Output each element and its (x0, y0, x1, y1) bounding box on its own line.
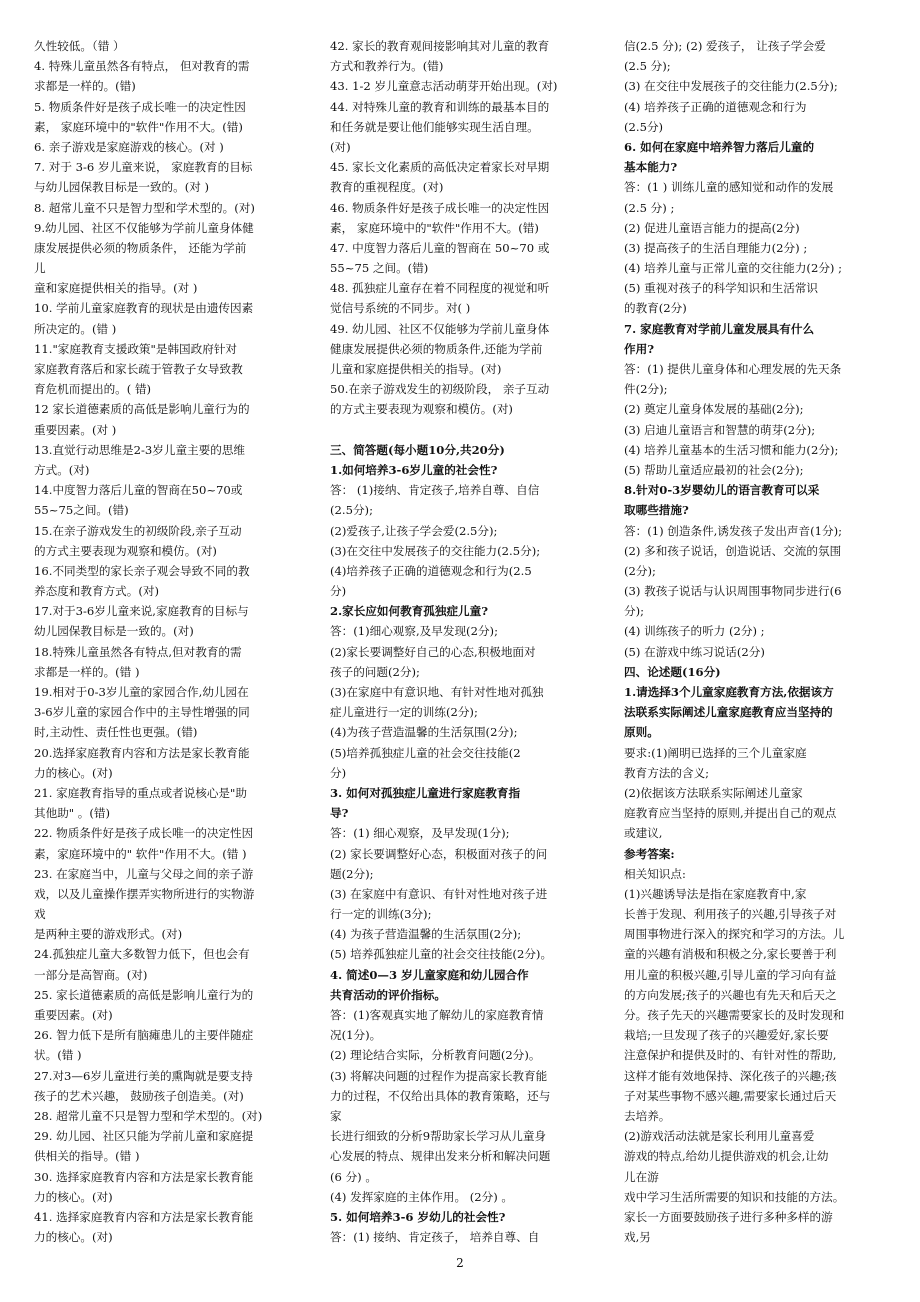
text-line: 件(2分); (624, 382, 668, 397)
text-line: 3-6岁儿童的家园合作中的主导性增强的同 (34, 705, 250, 720)
text-line: (4)为孩子营造温馨的生活氛围(2分); (330, 725, 518, 740)
text-line: 13.直觉行动思维是2-3岁儿童主要的思维 (34, 442, 246, 457)
heading-line: 1.请选择3个儿童家庭教育方法,依据该方 (624, 685, 834, 699)
heading-line: 2.家长应如何教育孤独症儿童? (330, 604, 489, 619)
text-line: 戏 (34, 907, 46, 922)
text-line: 力的核心。(对) (34, 765, 113, 780)
text-line: (4) 培养儿童基本的生活习惯和能力(2分); (624, 442, 839, 457)
text-line: (5) 培养孤独症儿童的社会交往技能(2分)。 (330, 947, 553, 962)
text-line: 29. 幼儿园、社区只能为学前儿童和家庭提 (34, 1129, 254, 1144)
text-line: 游戏的特点,给幼儿提供游戏的机会,让幼 (624, 1149, 829, 1164)
text-line: 家庭教育落后和家长疏于管教子女导致教 (34, 362, 243, 376)
text-line: 重要因素。(对 ) (34, 422, 117, 437)
text-line: (4) 发挥家庭的主体作用。 (2分) 。 (330, 1189, 514, 1204)
text-line: (4)培养孩子正确的道德观念和行为(2.5 (330, 563, 532, 578)
text-line: 26. 智力低下是所有脑瘫患儿的主要伴随症 (34, 1028, 254, 1043)
text-line: 12 家长道德素质的高低是影响儿童行为的 (34, 402, 250, 417)
text-line: 要求:(1)阐明已选择的三个儿童家庭 (624, 745, 807, 760)
text-line: (3) 提高孩子的生活自理能力(2分) ; (624, 240, 808, 255)
text-line: 15.在亲子游戏发生的初级阶段,亲子互动 (34, 523, 242, 538)
text-column-middle (330, 36, 598, 1247)
text-line: 题(2分); (330, 866, 374, 881)
text-line: 栽培;一旦发现了孩子的兴趣爱好,家长要 (624, 1028, 829, 1043)
text-column-left (34, 36, 302, 1247)
text-line: 状。(错 ) (34, 1048, 82, 1063)
text-line: 27.对3—6岁儿童进行美的熏陶就是要支持 (34, 1068, 253, 1083)
text-line: 14.中度智力落后儿童的智商在50~70或 (34, 483, 243, 498)
text-line: 答：(1)客观真实地了解幼儿的家庭教育情 (330, 1008, 544, 1022)
text-line: 童的兴趣有消极和积极之分,家长要善于利 (624, 947, 837, 962)
text-line: 戏,另 (624, 1230, 651, 1245)
text-line: 力的过程，不仅给出具体的教育策略，还与 (330, 1088, 551, 1103)
text-line: 养态度和教育方式。(对) (34, 584, 159, 599)
text-line: 儿在游 (624, 1169, 659, 1184)
text-line: 一部分是高智商。(对) (34, 967, 148, 982)
heading-line: 原则。 (624, 725, 659, 740)
text-line: 儿童和家庭提供相关的指导。(对) (330, 362, 502, 376)
text-line: 力的核心。(对) (34, 1230, 113, 1245)
text-line: 6. 亲子游戏是家庭游戏的核心。(对 ) (34, 139, 224, 154)
heading-line: 取哪些措施? (624, 503, 689, 518)
text-line: 10. 学前儿童家庭教育的现状是由遗传因素 (34, 301, 254, 316)
text-line: 17.对于3-6岁儿童来说,家庭教育的目标与 (34, 604, 249, 619)
text-line: (3)在家庭中有意识地、有针对性地对孤独 (330, 685, 544, 699)
text-line: 9.幼儿园、社区不仅能够为学前儿童身体健 (34, 220, 254, 235)
text-line: 18.特殊儿童虽然各有特点,但对教育的需 (34, 644, 242, 659)
text-line: 49. 幼儿园、社区不仅能够为学前儿童身体 (330, 321, 550, 336)
text-line: (2.5分); (330, 503, 373, 518)
text-line: 周围事物进行深入的探究和学习的方法。儿 (624, 927, 845, 942)
heading-line: 共育活动的评价指标。 (330, 987, 446, 1002)
heading-line: 参考答案: (624, 846, 675, 861)
text-line: 康发展提供必须的物质条件， 还能为学前 (34, 240, 247, 255)
text-line: (4) 培养儿童与正常儿童的交往能力(2分) ; (624, 261, 843, 276)
text-line: 分) (330, 584, 347, 599)
text-line: 孩子的艺术兴趣， 鼓励孩子创造美。(对) (34, 1088, 244, 1103)
text-line: (3) 教孩子说话与认识周围事物同步进行(6 (624, 584, 842, 599)
text-line: 相关知识点: (624, 866, 686, 881)
heading-line: 三、简答题(每小题10分,共20分) (330, 442, 505, 457)
text-line: (2) 奠定儿童身体发展的基础(2分); (624, 402, 804, 417)
text-line: 孩子的问题(2分); (330, 664, 420, 679)
text-line: 28. 超常儿童不只是智力型和学术型的。(对) (34, 1108, 263, 1123)
text-line: 教育的重视程度。(对) (330, 180, 444, 195)
text-line: 注意保护和提供及时的、有针对性的帮助, (624, 1048, 837, 1063)
text-line: 信(2.5 分); (2) 爱孩子， 让孩子学会爱 (624, 39, 826, 53)
text-line: 19.相对于0-3岁儿童的家园合作,幼儿园在 (34, 685, 249, 699)
text-line: (2) 多和孩子说话，创造说话、交流的氛围 (624, 543, 842, 558)
text-line: (2)游戏活动法就是家长利用儿童喜爱 (624, 1129, 815, 1144)
text-line: 觉信号系统的不同步。对( ) (330, 301, 471, 316)
text-line: (4) 为孩子营造温馨的生活氛围(2分); (330, 927, 522, 942)
text-line: 55~75之间。(错) (34, 503, 129, 518)
text-line: (5) 帮助儿童适应最初的社会(2分); (624, 462, 804, 477)
text-line: 力的核心。(对) (34, 1189, 113, 1204)
text-line: (2.5 分); (624, 59, 671, 74)
text-line: (3) 在家庭中有意识、有针对性地对孩子进 (330, 886, 548, 901)
page-number: 2 (456, 1256, 464, 1270)
text-line: 的教育(2分) (624, 301, 687, 316)
text-line: 子对某些事物不感兴趣,需要家长通过后天 (624, 1088, 837, 1103)
text-line: 22. 物质条件好是孩子成长唯一的决定性因 (34, 826, 254, 841)
text-line: 素， 家庭环境中的"软件"作用不大。(错) (34, 119, 243, 134)
text-line: (3) 将解决问题的过程作为提高家长教育能 (330, 1068, 548, 1083)
text-line: 教育方法的含义; (624, 765, 710, 780)
text-line: 答：(1 ) 训练儿童的感知觉和动作的发展 (624, 180, 834, 195)
text-line: (5) 重视对孩子的科学知识和生活常识 (624, 281, 819, 296)
text-line: 素，家庭环境中的" 软件"作用不大。(错 ) (34, 846, 247, 861)
text-line: 用儿童的积极兴趣,引导儿童的学习向有益 (624, 967, 837, 982)
text-line: 7. 对于 3-6 岁儿童来说， 家庭教育的目标 (34, 160, 253, 175)
heading-line: 基本能力? (624, 160, 678, 175)
text-line: 答： (1)接纳、肯定孩子,培养自尊、自信 (330, 483, 540, 498)
heading-line: 作用? (624, 341, 654, 356)
text-line: 42. 家长的教育观间接影响其对儿童的教育 (330, 39, 550, 53)
text-line: 答：(1) 提供儿童身体和心理发展的先天条 (624, 362, 842, 376)
heading-line: 4. 简述0—3 岁儿童家庭和幼儿园合作 (330, 967, 529, 982)
heading-line: 7. 家庭教育对学前儿童发展具有什么 (624, 321, 815, 336)
text-line: 与幼儿园保教目标是一致的。(对 ) (34, 180, 210, 195)
text-line: (5)培养孤独症儿童的社会交往技能(2 (330, 745, 521, 760)
text-line: 25. 家长道德素质的高低是影响儿童行为的 (34, 987, 254, 1002)
text-line: (2)家长要调整好自己的心态,积极地面对 (330, 644, 536, 659)
text-line: 55~75 之间。(错) (330, 261, 429, 276)
text-line: 家 (330, 1108, 342, 1123)
text-line: (3) 在交往中发展孩子的交往能力(2.5分); (624, 79, 838, 94)
text-line: 童和家庭提供相关的指导。(对 ) (34, 281, 198, 296)
text-line: 这样才能有效地保持、深化孩子的兴趣;孩 (624, 1068, 837, 1083)
text-line: 久性较低。（错 ） (34, 39, 125, 53)
text-line: 长善于发现、利用孩子的兴趣,引导孩子对 (624, 907, 837, 922)
heading-line: 导? (330, 806, 349, 821)
text-line: (5) 在游戏中练习说话(2分) (624, 644, 765, 659)
heading-line: 8.针对0-3岁婴幼儿的语言教育可以采 (624, 483, 820, 498)
text-line: 分) (330, 765, 347, 780)
text-line: 症儿童进行一定的训练(2分); (330, 705, 478, 720)
text-line: 43. 1-2 岁儿童意志活动萌芽开始出现。(对) (330, 79, 558, 94)
text-line: (4) 培养孩子正确的道德观念和行为 (624, 99, 807, 114)
text-line: 戏中学习生活所需要的知识和技能的方法。 (624, 1189, 845, 1204)
text-line: 5. 物质条件好是孩子成长唯一的决定性因 (34, 99, 246, 114)
text-line: (2) 家长要调整好心态，积极面对孩子的问 (330, 846, 548, 861)
heading-line: 3. 如何对孤独症儿童进行家庭教育指 (330, 785, 521, 800)
text-line: (2) 促进儿童语言能力的提高(2分) (624, 220, 800, 235)
text-line: 23. 在家庭当中，儿童与父母之间的亲子游 (34, 866, 254, 881)
text-line: 健康发展提供必须的物质条件,还能为学前 (330, 341, 543, 356)
text-line: 长进行细致的分析9帮助家长学习从儿童身 (330, 1129, 547, 1144)
text-line: 心发展的特点、规律出发来分析和解决问题 (330, 1149, 551, 1164)
text-line: 求都是一样的。(错 ) (34, 664, 140, 679)
text-line: 47. 中度智力落后儿童的智商在 50~70 或 (330, 240, 550, 255)
text-line: 44. 对特殊儿童的教育和训练的最基本目的 (330, 99, 550, 114)
text-line: 41. 选择家庭教育内容和方法是家长教育能 (34, 1209, 254, 1224)
text-line: (对) (330, 139, 351, 154)
text-line: 方式和教养行为。(错) (330, 59, 444, 74)
text-line: 家长一方面要鼓励孩子进行多种多样的游 (624, 1209, 833, 1224)
text-line: 况(1分)。 (330, 1028, 382, 1043)
text-line: 分); (624, 604, 645, 619)
text-line: (2) 理论结合实际，分析教育问题(2分)。 (330, 1048, 541, 1063)
text-line: 的方向发展;孩子的兴趣也有先天和后天之 (624, 987, 837, 1002)
text-line: (2)依据该方法联系实际阐述儿童家 (624, 785, 803, 800)
text-line: 供相关的指导。(错 ) (34, 1149, 140, 1164)
text-line: 20.选择家庭教育内容和方法是家长教育能 (34, 745, 250, 760)
text-line: 儿 (34, 261, 46, 276)
text-line: 戏，以及儿童操作摆弄实物所进行的实物游 (34, 886, 255, 901)
text-line: 答：(1)细心观察,及早发现(2分); (330, 624, 498, 639)
text-line: 45. 家长文化素质的高低决定着家长对早期 (330, 160, 550, 175)
text-line: 的方式主要表现为观察和模仿。(对) (330, 402, 513, 417)
text-line: 行一定的训练(3分); (330, 907, 432, 922)
text-line: 其他助" 。(错) (34, 806, 111, 821)
text-line: (1)兴趣诱导法是指在家庭教育中,家 (624, 886, 807, 901)
text-line: 或建议, (624, 826, 663, 841)
text-line: 所决定的。(错 ) (34, 321, 117, 336)
text-line: 30. 选择家庭教育内容和方法是家长教育能 (34, 1169, 254, 1184)
text-line: 幼儿园保教目标是一致的。(对) (34, 624, 194, 639)
text-line: (2.5 分) ; (624, 200, 675, 215)
heading-line: 6. 如何在家庭中培养智力落后儿童的 (624, 139, 815, 154)
text-line: 重要因素。(对) (34, 1008, 113, 1022)
text-line: 答：(1) 创造条件,诱发孩子发出声音(1分); (624, 523, 843, 538)
heading-line: 5. 如何培养3-6 岁幼儿的社会性? (330, 1209, 506, 1224)
text-line: (2.5分) (624, 119, 664, 134)
text-line: 时,主动性、责任性也更强。(错) (34, 725, 198, 740)
text-line: 答：(1) 接纳、肯定孩子， 培养自尊、自 (330, 1230, 540, 1245)
text-line: (6 分) 。 (330, 1169, 377, 1184)
text-line: 分。孩子先天的兴趣需要家长的及时发现和 (624, 1008, 845, 1022)
text-column-right (624, 36, 892, 1247)
text-line: (3)在交往中发展孩子的交往能力(2.5分); (330, 543, 541, 558)
text-line: 求都是一样的。(错) (34, 79, 136, 94)
text-line: 21. 家庭教育指导的重点或者说核心是"助 (34, 785, 247, 800)
text-line: 24.孤独症儿童大多数智力低下，但也会有 (34, 947, 250, 962)
text-line: 育危机而提出的。( 错) (34, 382, 152, 397)
heading-line: 四、论述题(16分) (624, 664, 721, 679)
text-line: 庭教育应当坚持的原则,并提出自己的观点 (624, 806, 837, 821)
text-line: 去培养。 (624, 1108, 671, 1123)
text-line: 的方式主要表现为观察和模仿。(对) (34, 543, 217, 558)
text-line: 46. 物质条件好是孩子成长唯一的决定性因 (330, 200, 550, 215)
text-line: 4. 特殊儿童虽然各有特点， 但对教育的需 (34, 59, 250, 74)
text-line (330, 420, 598, 440)
text-line: 答：(1) 细心观察，及早发现(1分); (330, 826, 510, 841)
text-line: (2分); (624, 563, 656, 578)
text-line: (3) 启迪儿童语言和智慧的萌芽(2分); (624, 422, 816, 437)
text-line: (2)爱孩子,让孩子学会爱(2.5分); (330, 523, 498, 538)
text-line: (4) 训练孩子的听力 (2分) ; (624, 624, 765, 639)
text-line: 素， 家庭环境中的"软件"作用不大。(错) (330, 220, 539, 235)
text-line: 8. 超常儿童不只是智力型和学术型的。(对) (34, 200, 255, 215)
text-line: 和任务就是要让他们能够实现生活自理。 (330, 119, 539, 134)
text-line: 是两种主要的游戏形式。(对) (34, 927, 183, 942)
text-line: 50.在亲子游戏发生的初级阶段， 亲子互动 (330, 382, 550, 397)
text-line: 16.不同类型的家长亲子观会导致不同的教 (34, 563, 250, 578)
heading-line: 法联系实际阐述儿童家庭教育应当坚持的 (624, 705, 833, 720)
heading-line: 1.如何培养3-6岁儿童的社会性? (330, 462, 498, 477)
text-line: 48. 孤独症儿童存在着不同程度的视觉和听 (330, 281, 550, 296)
text-line: 11."家庭教育支援政策"是韩国政府针对 (34, 341, 238, 356)
text-line: 方式。(对) (34, 462, 90, 477)
